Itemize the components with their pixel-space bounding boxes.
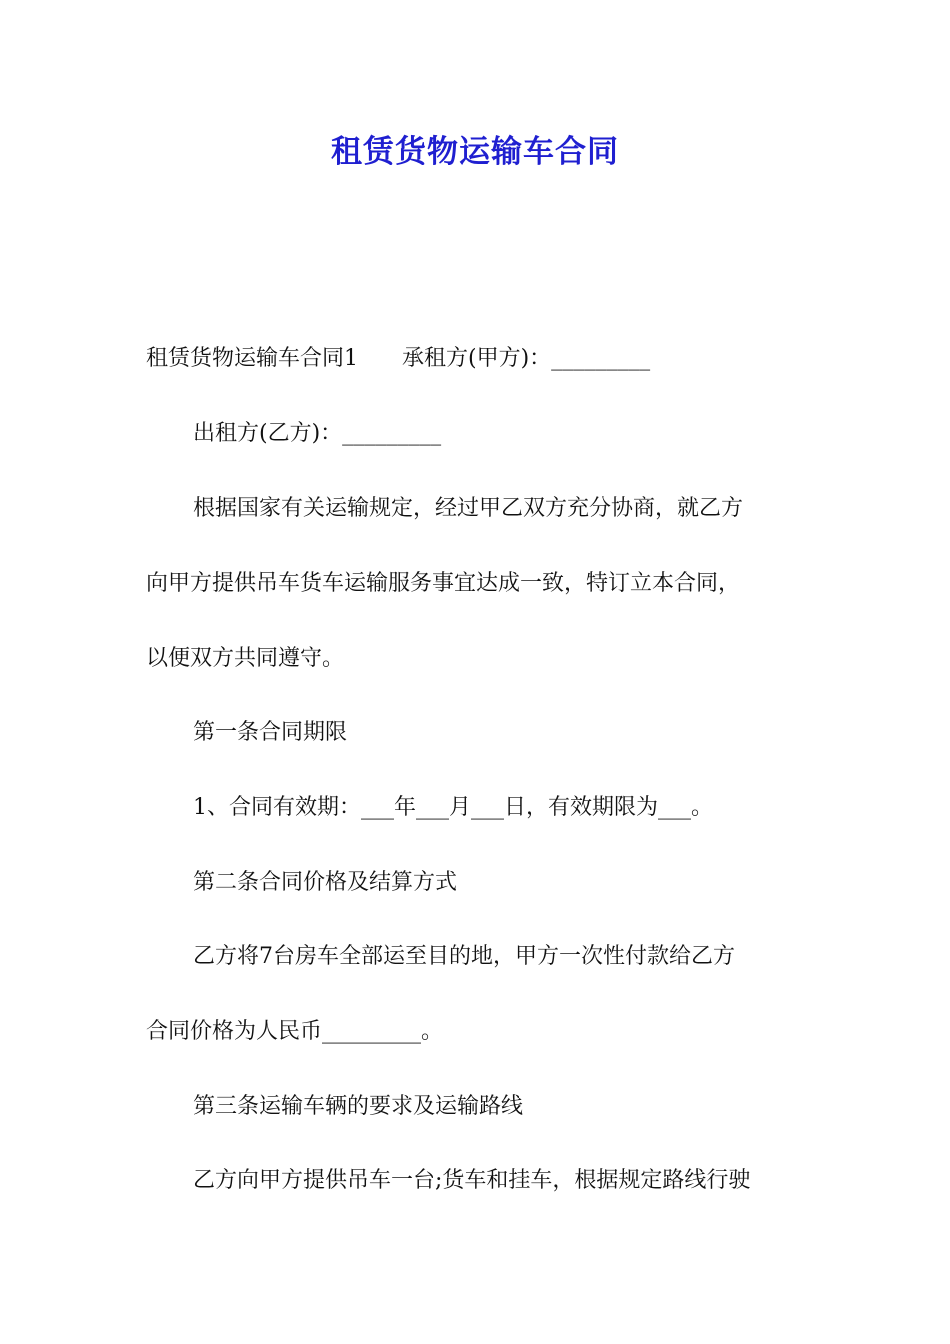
paragraph-line-7: 1、合同有效期：___年___月___日，有效期限为___。 xyxy=(193,795,713,820)
section-heading-2: 第二条合同价格及结算方式 xyxy=(193,870,458,895)
paragraph-line-9: 乙方将7台房车全部运至目的地，甲方一次性付款给乙方 xyxy=(193,944,735,969)
paragraph-line-2: 出租方(乙方)：_________ xyxy=(193,421,442,446)
section-heading-3: 第三条运输车辆的要求及运输路线 xyxy=(193,1094,524,1119)
paragraph-line-1: 租赁货物运输车合同1 承租方(甲方)：_________ xyxy=(146,346,651,371)
paragraph-line-12: 乙方向甲方提供吊车一台;货车和挂车，根据规定路线行驶 xyxy=(193,1168,751,1193)
document-title: 租赁货物运输车合同 xyxy=(331,134,619,170)
paragraph-line-4: 向甲方提供吊车货车运输服务事宜达成一致，特订立本合同， xyxy=(146,571,741,596)
section-heading-1: 第一条合同期限 xyxy=(193,720,348,745)
paragraph-line-5: 以便双方共同遵守。 xyxy=(146,646,345,671)
paragraph-line-10: 合同价格为人民币_________。 xyxy=(146,1019,444,1044)
paragraph-line-3: 根据国家有关运输规定，经过甲乙双方充分协商，就乙方 xyxy=(193,496,744,521)
